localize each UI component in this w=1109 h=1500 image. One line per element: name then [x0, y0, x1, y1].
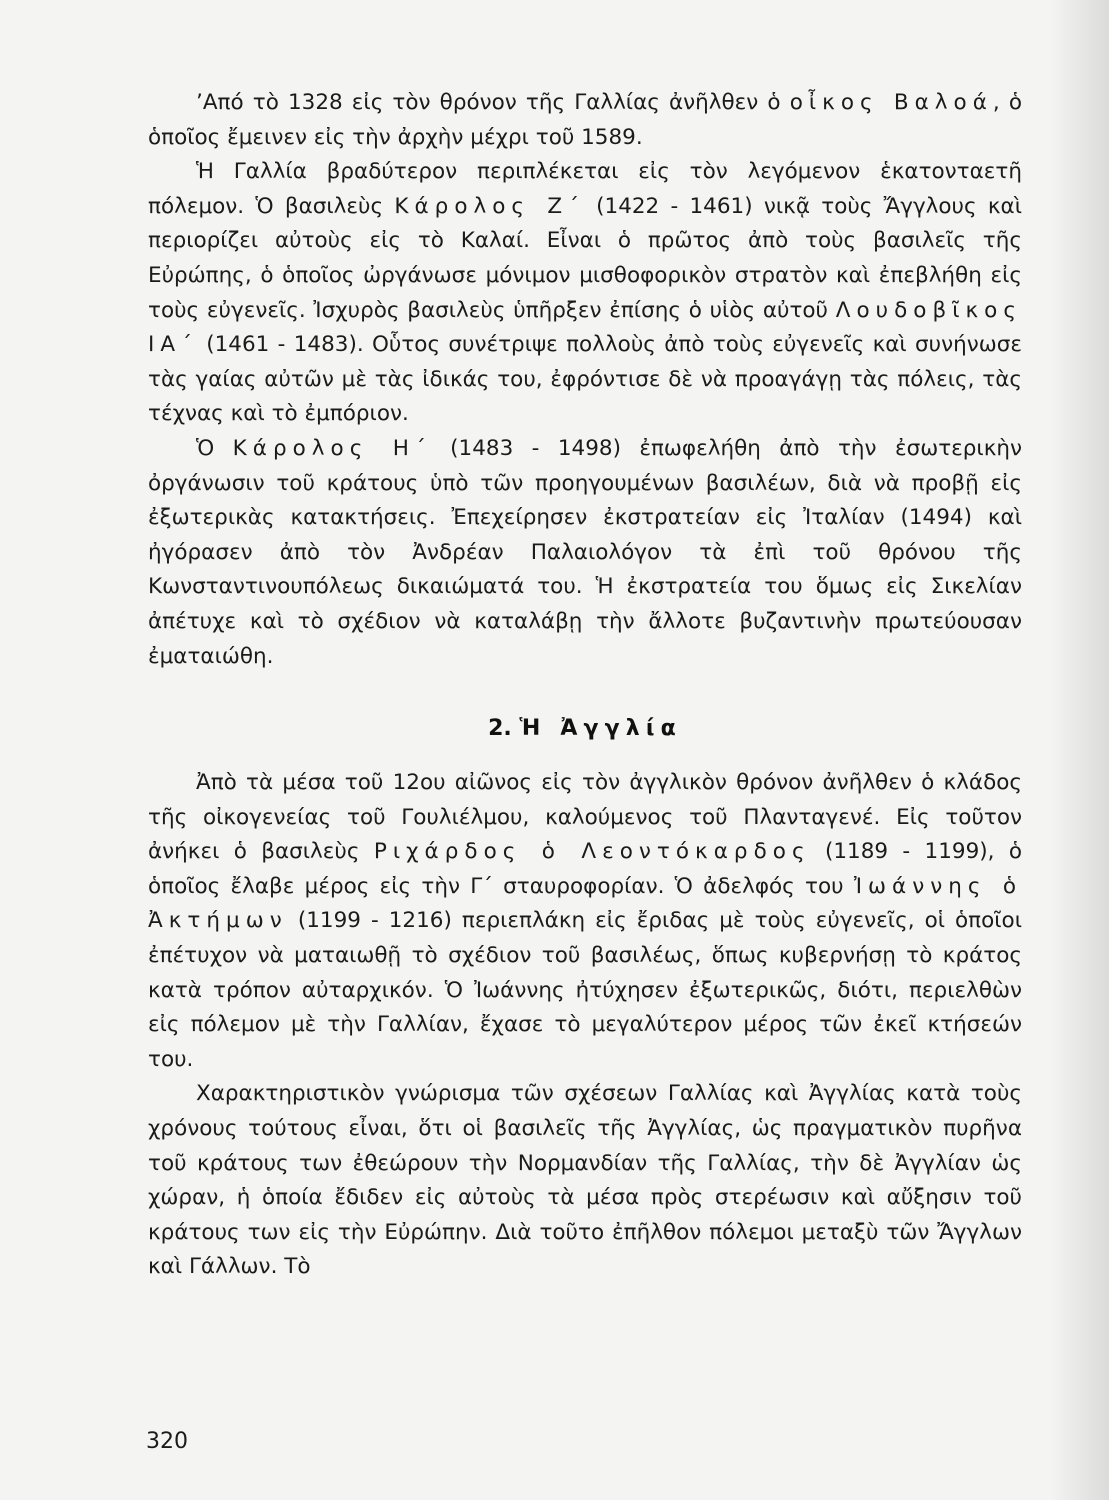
paragraph-france-england-relations [148, 1077, 1022, 1285]
paragraph-charles-viii [148, 432, 1022, 674]
spaced-term: Λουδοβῖκος ΙΑ´ [148, 297, 1022, 358]
text-run: Χαρακτηριστικὸν γνώρισμα τῶν σχέσεων Γαλλίας καὶ Ἀγγλίας κατὰ τοὺς χρόνους τούτους εἶναι, ὅτι οἱ βασιλεῖς τῆς Ἀγγλίας, ὡς πραγματικὸν πυρῆνα τοῦ κράτους των ἐθεώρουν τὴν Νορμανδίαν τῆς Γαλλίας, τὴν δὲ Ἀγγλίαν ὡς χώραν, ἡ ὁποία ἔδιδεν εἰς αὐτοὺς τὰ μέσα πρὸς στερέωσιν καὶ αὔξησιν τοῦ κράτους των εἰς τὴν Εὐρώπην. Διὰ τοῦτο ἐπῆλθον πόλεμοι μεταξὺ τῶν Ἄγγλων καὶ Γάλλων. Τὸ [148, 1081, 1022, 1280]
text-run: Ἀπὸ τὰ μέσα τοῦ 12ου αἰῶνος εἰς τὸν ἀγγλικὸν θρόνον ἀνῆλθεν ὁ κλάδος τῆς οἰκογενείας τοῦ Γουλιέλμου, καλούμενος τοῦ Πλανταγενέ. Εἰς τοῦτον ἀνήκει ὁ βασιλεὺς [148, 770, 1022, 865]
page-number: 320 [146, 1429, 188, 1454]
section-title: Ἡ Ἀγγλία [519, 716, 682, 742]
spaced-term: Ἰωάννης ὁ Ἀκτήμων [148, 873, 1022, 934]
book-page [148, 86, 1022, 1416]
text-run: (1461 - 1483). Οὗτος συνέτριψε πολλοὺς ἀπὸ τοὺς εὐγενεῖς καὶ συνήνωσε τὰς γαίας αὐτῶν μὲ τὰς ἰδικάς του, ἐφρόντισε δὲ νὰ προαγάγῃ τὰς πόλεις, τὰς τέχνας καὶ τὸ ἐμπόριον. [148, 332, 1022, 427]
text-run: (1189 - 1199), ὁ ὁποῖος ἔλαβε μέρος εἰς τὴν Γ´ σταυροφορίαν. Ὁ ἀδελφός του [148, 839, 1023, 899]
spaced-term: οἶκος Βαλοά [789, 90, 993, 115]
text-run: Ὁ [196, 435, 233, 461]
scan-edge-shadow [1049, 0, 1109, 1500]
spaced-term: Κάρολος Η´ [232, 435, 432, 461]
text-run: (1483 - 1498) ἐπωφελήθη ἀπὸ τὴν ἐσωτερικὴν ὀργάνωσιν τοῦ κράτους ὑπὸ τῶν προηγουμένων βασιλέων, διὰ νὰ προβῇ εἰς ἐξωτερικὰς κατακτήσεις. Ἐπεχείρησεν ἐκστρατείαν εἰς Ἰταλίαν (1494) καὶ ἠγόρασεν ἀπὸ τὸν Ἀνδρέαν Παλαιολόγον τὰ ἐπὶ τοῦ θρόνου τῆς Κωνσταντινουπόλεως δικαιώματά του. Ἡ ἐκστρατεία του ὅμως εἰς Σικελίαν ἀπέτυχε καὶ τὸ σχέδιον νὰ καταλάβῃ τὴν ἄλλοτε βυζαντινὴν πρωτεύουσαν ἐματαιώθη. [148, 435, 1022, 669]
text-run: , ὁ ὁποῖος ἔμεινεν εἰς τὴν ἀρχὴν μέχρι τοῦ 1589. [148, 90, 1022, 150]
section-number: 2. [488, 716, 512, 742]
text-run: Ἡ Γαλλία βραδύτερον περιπλέκεται εἰς τὸν λεγόμενον ἑκατονταετῆ πόλεμον. Ὁ βασιλεὺς [148, 159, 1022, 219]
paragraph-hundred-years-war [148, 155, 1022, 432]
spaced-term: Κάρολος Ζ´ [394, 193, 585, 219]
paragraph-valois [148, 86, 1022, 155]
section-heading [148, 714, 1022, 744]
spaced-term: Ριχάρδος ὁ Λεοντόκαρδος [373, 839, 811, 865]
paragraph-plantagenets [148, 766, 1022, 1077]
text-run: (1422 - 1461) νικᾷ τοὺς Ἄγγλους καὶ περιορίζει αὐτοὺς εἰς τὸ Καλαί. Εἶναι ὁ πρῶτος ἀπὸ τοὺς βασιλεῖς τῆς Εὐρώπης, ὁ ὁποῖος ὠργάνωσε μόνιμον μισθοφορικὸν στρατὸν καὶ ἐπεβλήθη εἰς τοὺς εὐγενεῖς. Ἰσχυρὸς βασιλεὺς ὑπῆρξεν ἐπίσης ὁ υἱὸς αὐτοῦ [148, 193, 1022, 323]
text-run: (1199 - 1216) περιεπλάκη εἰς ἔριδας μὲ τοὺς εὐγενεῖς, οἱ ὁποῖοι ἐπέτυχον νὰ ματαιωθῇ τὸ σχέδιον τοῦ βασιλέως, ὅπως κυβερνήσῃ τὸ κράτος κατὰ τρόπον αὐταρχικόν. Ὁ Ἰωάννης ἠτύχησεν ἐξωτερικῶς, διότι, περιελθὼν εἰς πόλεμον μὲ τὴν Γαλλίαν, ἔχασε τὸ μεγαλύτερον μέρος τῶν ἐκεῖ κτήσεών του. [148, 908, 1022, 1072]
text-run: ’Από τὸ 1328 εἰς τὸν θρόνον τῆς Γαλλίας ἀνῆλθεν ὁ [196, 90, 790, 115]
